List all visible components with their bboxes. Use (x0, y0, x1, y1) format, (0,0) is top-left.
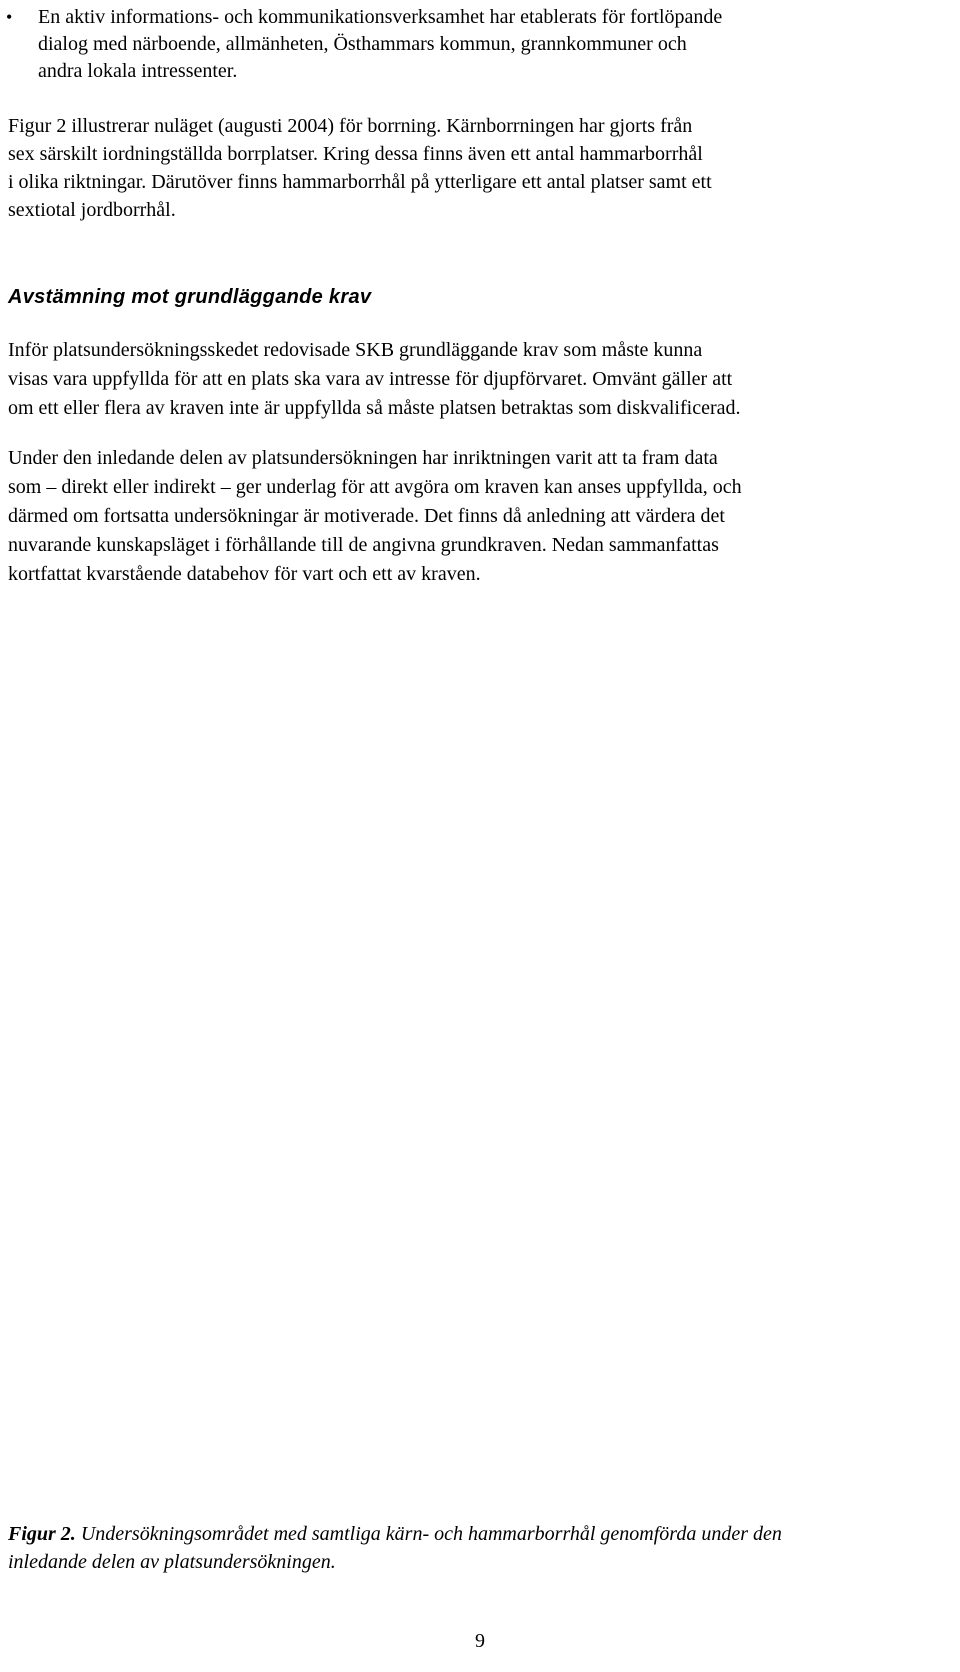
bullet-text: En aktiv informations- och kommunikationsverksamhet har etablerats för fortlöpande dialog med närboende, allmänheten, Östhammars kommun, grannkommuner och andra lokala intressenter. (38, 6, 723, 82)
figure-caption-text: Undersökningsområdet med samtliga kärn- och hammarborrhål genomförda under den inledande delen av platsundersökningen. (8, 1523, 782, 1573)
data-needs-paragraph: Under den inledande delen av platsundersökningen har inriktningen varit att ta fram data som – direkt eller indirekt – ger underlag för att avgöra om kraven kan anses uppfyllda, och därmed om fortsatta undersökningar är motiverade. Det finns då anledning att värdera det nuvarande kunskapsläget i förhållande till de angivna grundkraven. Nedan sammanfattas kortfattat kvarstående databehov för vart och ett av kraven. (8, 447, 742, 585)
figure-intro-paragraph: Figur 2 illustrerar nuläget (augusti 2004) för borrning. Kärnborrningen har gjorts från sex särskilt iordningställda borrplatser. Kring dessa finns även ett antal hammarborrhål i olika riktningar. Därutöver finns hammarborrhål på ytterligare ett antal platser samt ett sextiotal jordborrhål. (8, 115, 712, 221)
bullet-icon: • (6, 7, 13, 27)
requirements-paragraph: Inför platsundersökningsskedet redovisade SKB grundläggande krav som måste kunna visas vara uppfyllda för att en plats ska vara av intresse för djupförvaret. Omvänt gäller att om ett eller flera av kraven inte är uppfyllda så måste platsen betraktas som diskvalificerad. (8, 339, 741, 419)
bullet-list-item (6, 4, 936, 85)
page-number: 9 (475, 1630, 485, 1652)
figure-caption (8, 1520, 948, 1576)
section-heading: Avstämning mot grundläggande krav (8, 286, 372, 308)
figure-caption-label: Figur 2. (8, 1523, 76, 1545)
